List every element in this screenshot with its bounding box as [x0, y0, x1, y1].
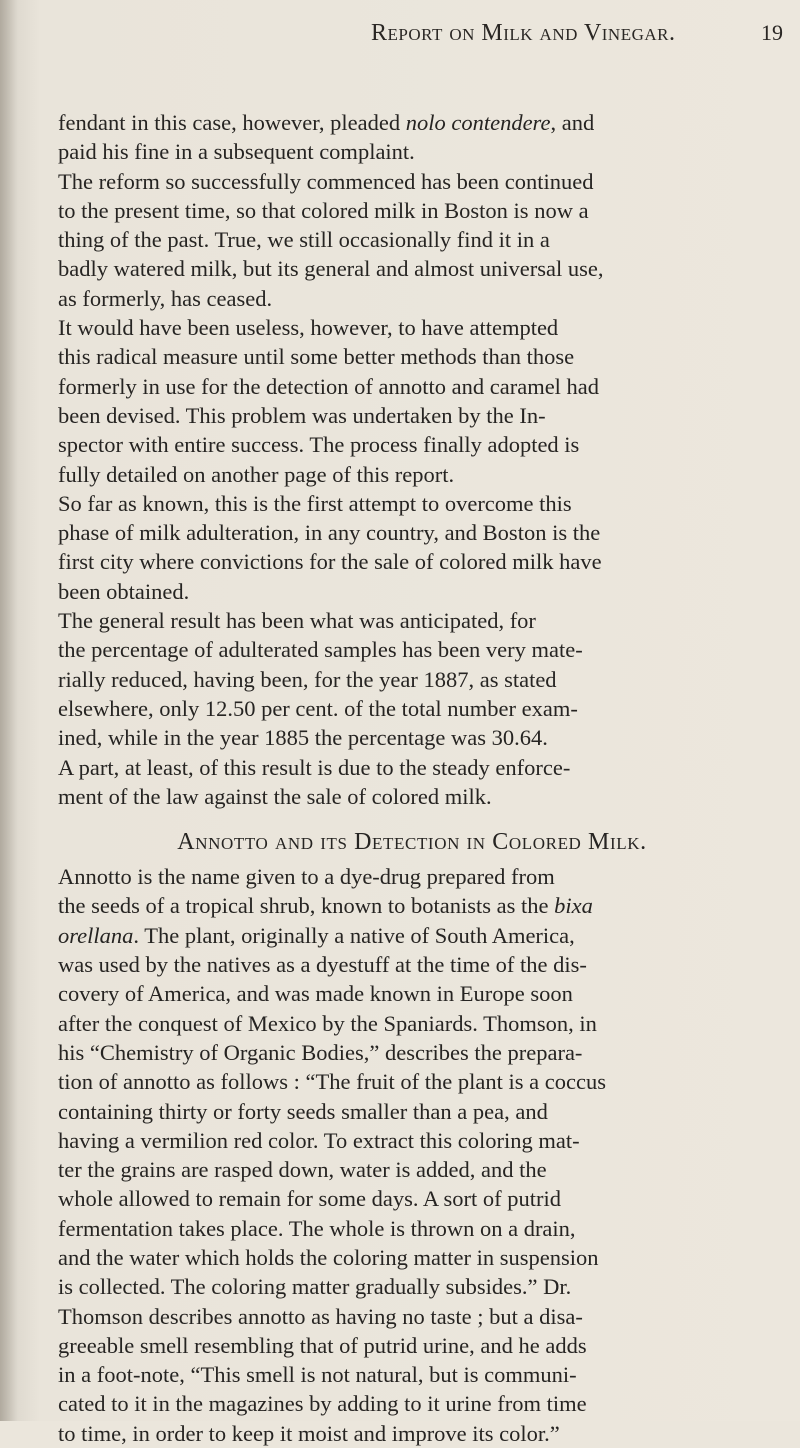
italic-text-run: nolo contendere [405, 110, 551, 135]
text-run: the percentage of adulterated samples has been very mate- [58, 637, 583, 663]
text-run: spector with entire success. The process finally adopted is [58, 432, 580, 458]
text-line [58, 1360, 766, 1389]
text-run: elsewhere, only 12.50 per cent. of the total number exam- [58, 695, 578, 721]
text-run: phase of milk adulteration, in any country, and Boston is the [58, 520, 601, 546]
text-line [58, 921, 766, 950]
paragraph [58, 108, 766, 167]
text-line [58, 342, 766, 371]
text-run: whole allowed to remain for some days. A sort of putrid [58, 1186, 562, 1212]
text-run: fendant in this case, however, pleaded [58, 110, 406, 135]
text-run: containing thirty or forty seeds smaller than a pea, and [58, 1098, 548, 1124]
text-line [58, 1184, 766, 1213]
text-run: thing of the past. True, we still occasionally find it in a [58, 227, 550, 253]
text-line [58, 254, 766, 283]
italic-text-run: orellana [58, 922, 134, 948]
text-run: after the conquest of Mexico by the Spaniards. Thomson, in [58, 1010, 597, 1036]
text-run: greeable smell resembling that of putrid urine, and he adds [58, 1332, 587, 1358]
text-run: been obtained. [58, 578, 190, 604]
text-run: been devised. This problem was undertaken by the In- [58, 402, 546, 428]
text-line [58, 1214, 766, 1243]
text-line [58, 1097, 766, 1126]
text-run: to the present time, so that colored milk in Boston is now a [58, 197, 589, 223]
text-line [58, 694, 766, 723]
text-line [58, 372, 766, 401]
text-line [58, 108, 766, 137]
text-run: It would have been useless, however, to have attempted [58, 315, 559, 341]
text-run: . The plant, originally a native of South America, [133, 922, 575, 948]
text-run: paid his fine in a subsequent complaint. [58, 139, 415, 165]
page-header [330, 10, 800, 54]
text-line [58, 547, 766, 576]
text-run: and the water which holds the coloring matter in suspension [58, 1244, 599, 1270]
text-run: this radical measure until some better methods than those [58, 344, 575, 370]
text-run: Annotto is the name given to a dye-drug prepared from [58, 864, 555, 890]
text-line [58, 460, 766, 489]
text-line [58, 723, 766, 752]
text-line [58, 1243, 766, 1272]
paragraph [58, 167, 766, 313]
text-line [58, 401, 766, 430]
text-run: rially reduced, having been, for the year 1887, as stated [58, 666, 557, 692]
paragraph [58, 606, 766, 811]
text-run: Thomson describes annotto as having no taste ; but a disa- [58, 1303, 583, 1329]
text-run: in a foot-note, “This smell is not natural, but is communi- [58, 1362, 577, 1388]
text-line [58, 782, 766, 811]
page-number: 19 [761, 20, 783, 45]
paragraphs-after-heading [58, 862, 766, 1448]
text-run: first city where convictions for the sale of colored milk have [58, 549, 602, 575]
paragraph [58, 313, 766, 489]
text-run: ment of the law against the sale of colored milk. [58, 783, 492, 809]
text-run: the seeds of a tropical shrub, known to botanists as the [58, 893, 555, 919]
text-run: cated to it in the magazines by adding to it urine from time [58, 1391, 587, 1417]
text-line [58, 489, 766, 518]
paragraph [58, 489, 766, 606]
text-line [58, 1009, 766, 1038]
paragraphs-before-heading [58, 108, 766, 811]
running-head: Report on Milk and Vinegar. [371, 20, 676, 46]
text-line [58, 665, 766, 694]
text-run: his “Chemistry of Organic Bodies,” describes the prepara- [58, 1039, 583, 1065]
text-run: to time, in order to keep it moist and improve its color.” [58, 1420, 560, 1446]
text-line [58, 1067, 766, 1096]
text-line [58, 950, 766, 979]
text-line [58, 137, 766, 166]
text-run: The reform so successfully commenced has been continued [58, 168, 594, 194]
text-line [58, 518, 766, 547]
text-run: tion of annotto as follows : “The fruit of the plant is a coccus [58, 1069, 606, 1095]
text-line [58, 167, 766, 196]
text-line [58, 1331, 766, 1360]
text-run: ined, while in the year 1885 the percentage was 30.64. [58, 725, 548, 751]
text-line [58, 635, 766, 664]
text-run: A part, at least, of this result is due to the steady enforce- [58, 754, 571, 780]
section-heading: Annotto and its Detection in Colored Milk. [177, 829, 647, 856]
text-run: fermentation takes place. The whole is thrown on a drain, [58, 1215, 576, 1241]
text-run: fully detailed on another page of this report. [58, 461, 455, 487]
text-run: having a vermilion red color. To extract this coloring mat- [58, 1127, 580, 1153]
italic-text-run: bixa [554, 893, 593, 919]
text-line [58, 1155, 766, 1184]
text-line [58, 1126, 766, 1155]
text-line [58, 430, 766, 459]
paragraph [58, 862, 766, 1448]
text-line [58, 284, 766, 313]
text-run: , and [550, 110, 595, 135]
text-run: So far as known, this is the first attempt to overcome this [58, 490, 572, 516]
text-line [58, 979, 766, 1008]
text-line [58, 577, 766, 606]
text-run: The general result has been what was anticipated, for [58, 608, 536, 634]
body-text [58, 108, 766, 1448]
text-line [58, 1389, 766, 1418]
text-line [58, 313, 766, 342]
text-run: covery of America, and was made known in Europe soon [58, 981, 573, 1007]
text-line [58, 1419, 766, 1448]
text-line [58, 1302, 766, 1331]
text-line [58, 753, 766, 782]
text-line [58, 1272, 766, 1301]
text-run: was used by the natives as a dyestuff at the time of the dis- [58, 952, 587, 978]
text-line [58, 196, 766, 225]
text-run: ter the grains are rasped down, water is added, and the [58, 1157, 547, 1183]
text-run: as formerly, has ceased. [58, 285, 273, 311]
text-line [58, 1038, 766, 1067]
text-run: is collected. The coloring matter gradually subsides.” Dr. [58, 1274, 572, 1300]
text-run: formerly in use for the detection of annotto and caramel had [58, 373, 600, 399]
text-line [58, 225, 766, 254]
text-run: badly watered milk, but its general and almost universal use, [58, 256, 604, 282]
text-line [58, 891, 766, 920]
text-line [58, 862, 766, 891]
text-line [58, 606, 766, 635]
spine-shadow [0, 0, 18, 1421]
